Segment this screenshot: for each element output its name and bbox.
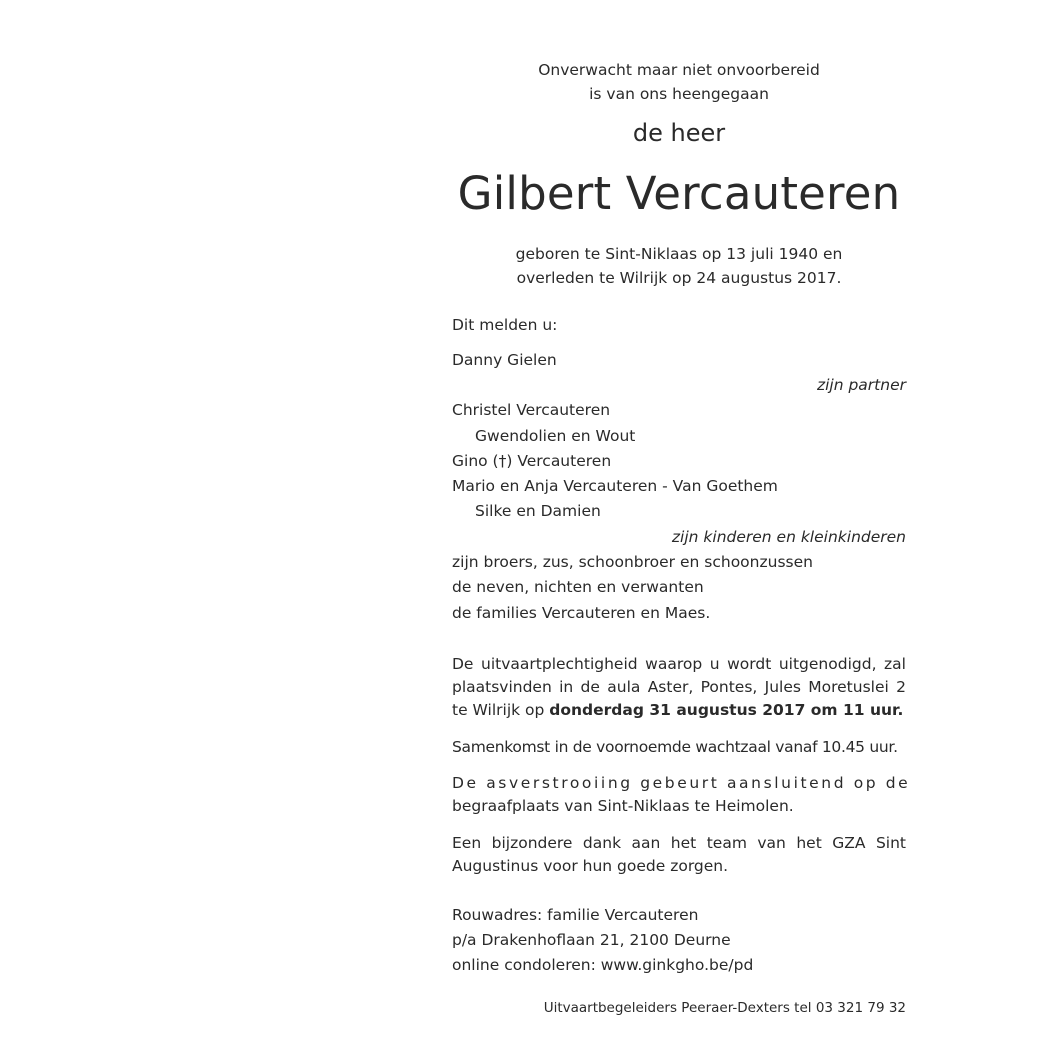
condolence-line: online condoleren: www.ginkgho.be/pd bbox=[452, 956, 754, 974]
address-line-2: p/a Drakenhoflaan 21, 2100 Deurne bbox=[452, 931, 731, 949]
intro-text bbox=[452, 58, 906, 106]
deceased-name: Gilbert Vercauteren bbox=[457, 167, 901, 220]
address-line-1: Rouwadres: familie Vercauteren bbox=[452, 906, 699, 924]
child-2: Gino (†) Vercauteren bbox=[452, 452, 612, 470]
ashes-paragraph bbox=[452, 772, 911, 818]
intro-line-1: Onverwacht maar niet onvoorbereid bbox=[538, 61, 820, 79]
children-label: zijn kinderen en kleinkinderen bbox=[671, 528, 906, 546]
thanks-paragraph: Een bijzondere dank aan het team van het GZA Sint Augustinus voor hun goede zorgen. bbox=[452, 834, 906, 875]
ashes-line-1: De asverstrooiing gebeurt aansluitend op de bbox=[452, 774, 911, 792]
families-line: de families Vercauteren en Maes. bbox=[452, 604, 711, 622]
announce-intro: Dit melden u: bbox=[452, 316, 558, 334]
life-dates bbox=[452, 243, 906, 290]
grandchildren-3: Silke en Damien bbox=[475, 502, 601, 520]
child-3: Mario en Anja Vercauteren - Van Goethem bbox=[452, 477, 778, 495]
child-1: Christel Vercauteren bbox=[452, 401, 611, 419]
ashes-line-2: begraafplaats van Sint-Niklaas te Heimolen. bbox=[452, 797, 794, 815]
birth-line: geboren te Sint-Niklaas op 13 juli 1940 en bbox=[515, 245, 843, 263]
honorific: de heer bbox=[632, 119, 726, 147]
cousins-line: de neven, nichten en verwanten bbox=[452, 578, 704, 596]
partner-name: Danny Gielen bbox=[452, 351, 557, 369]
ceremony-text: De uitvaartplechtigheid waarop u wordt uitgenodigd, zal plaatsvinden in de aula Aster, Pontes, Jules Moretuslei 2 te Wilrijk op bbox=[452, 655, 906, 719]
gathering-paragraph: Samenkomst in de voornoemde wachtzaal vanaf 10.45 uur. bbox=[452, 738, 898, 756]
intro-line-2: is van ons heengegaan bbox=[589, 85, 769, 103]
ceremony-date: donderdag 31 augustus 2017 om 11 uur. bbox=[549, 701, 904, 719]
death-line: overleden te Wilrijk op 24 augustus 2017. bbox=[516, 268, 842, 287]
funeral-director-footer: Uitvaartbegeleiders Peeraer-Dexters tel 03 321 79 32 bbox=[543, 1000, 906, 1016]
siblings-line: zijn broers, zus, schoonbroer en schoonzussen bbox=[452, 553, 813, 571]
partner-label: zijn partner bbox=[816, 376, 906, 394]
grandchildren-1: Gwendolien en Wout bbox=[475, 427, 636, 445]
ceremony-paragraph bbox=[452, 653, 906, 722]
